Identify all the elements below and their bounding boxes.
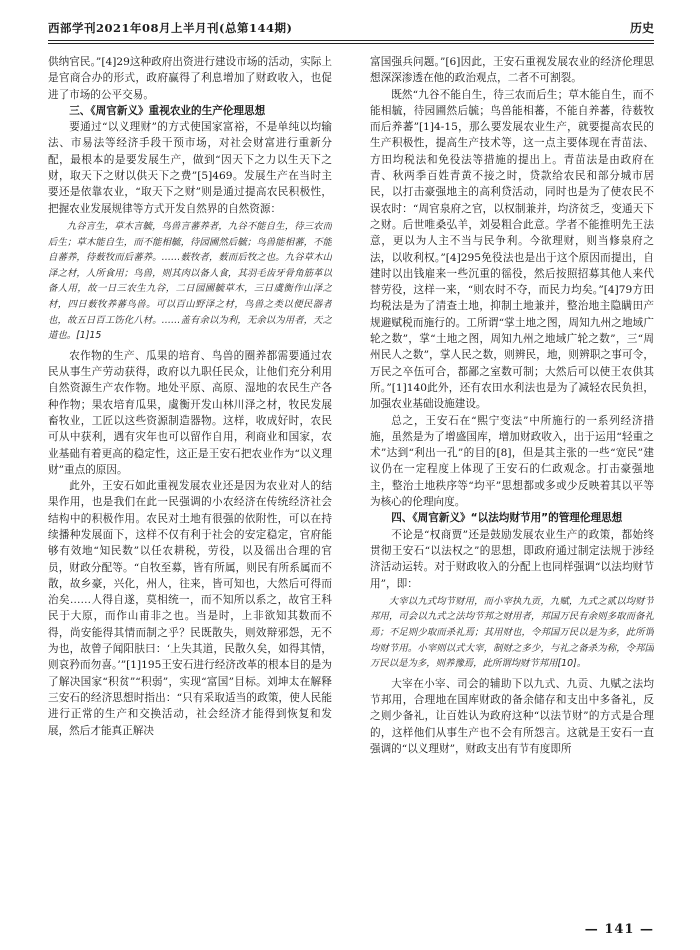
block-quote: 九谷言生，草木言毓，鸟兽言蕃养者，九谷不能自生，待三农而后生；草木能自生，而不能相毓，待园圃然后毓；鸟兽能相蕃，不能自蕃养，待薮牧而后蕃养。……薮牧者，薮而后牧之也。九谷草木山泽之材，人所食用；鸟兽，则其肉以备人食，其羽毛齿牙骨角筋革以备人用，故一日三农生九谷，二日园圃毓草木，三日虞衡作山泽之材，四日薮牧养蕃鸟兽。可以百山野泽之材，鸟兽之类以便民器者也，故五日百工饬化八材。……盖有余以为利，无余以为用者，天之道也。[1]15 bbox=[48, 220, 332, 342]
header-rule bbox=[48, 40, 654, 41]
block-quote: 大宰以九式均节财用，而小宰执九贡，九赋，九式之贰以均财节邦用，司会以九式之法均节邦之财用者，邦国万民有余则多取而备礼焉；不足则少取而杀礼焉；其用财也，令邦国万民以是为多，此所谓均财节用。小宰则以式大宰，制财之多少，与礼之备杀为称，令邦国万民以是为多，则养豫焉，此所谓均财节邦用[10]。 bbox=[370, 595, 654, 670]
running-header bbox=[48, 14, 654, 38]
body-paragraph: 既然“九谷不能自生，待三农而后生；草木能自生，而不能相毓，待园圃然后毓；鸟兽能相蕃，不能自养蕃，待薮牧而后养蕃”[1]4-15，那么要发展农业生产，就要提高农民的生产积极性，提高生产技术等，这一点主要体现在青苗法、方田均税法和免役法等措施的提出上。青苗法是由政府在青、秋两季百姓青黄不接之时，贷款给农民和部分城市居民，以打击豪强地主的高利贷活动，同时也是为了使农民不误农时：“周官泉府之官，以权制兼并，均济贫乏，变通天下之财。后世唯桑弘羊，刘晏粗合此意。学者不能推明先王法意，更以为人主不当与民争利。今欲理财，则当修泉府之法，以收利权。”[4]295免役法也是出于这个原因而提出，自建时以出钱雇来一些沉重的徭役，然后按照招募其他人来代替劳役，这样一来，“则农时不夺，而民力均矣。”[4]79方田均税法是为了清查土地，抑制土地兼并，整治地主隐瞒田产规避赋税而施行的。工所谓“掌土地之图，周知九州之地域广轮之数”，掌“土地之图，周知九州之地域广轮之数”，三“周州民人之数”，掌人民之数，则辨民，地，则辨职之事可令，万民之卒伍可合，都鄙之室数可制；大然后可以使王农供其所。”[1]140此外，还有农田水利法也是为了减轻农民负担，加强农业基础设施建设。 bbox=[370, 88, 654, 411]
page-number: — 141 — bbox=[584, 922, 654, 937]
body-paragraph: 要通过“以义理财”的方式使国家富裕，不是单纯以均输法、市易法等经济手段干预市场，对社会财富进行重新分配，最根本的是要发展生产，做到“因天下之力以生天下之财，取天下之财以供天下之费”[5]469。发展生产在当时主要还是依靠农业，“取天下之财”则是通过提高农民积极性，把握农业发展规律等方式开发自然界的自然资源： bbox=[48, 121, 332, 215]
body-paragraph: 农作物的生产、瓜果的培育、鸟兽的圈养都需要通过农民从事生产劳动获得，政府以九职任民众，让他们充分利用自然资源生产农作物。地处平原、高原、湿地的农民生产各种作物；果农培育瓜果，虞衡开发山林川泽之材，牧民发展畜牧业，工匠以这些资源制造器物。这样，收成好时，农民可从中获利，遇有灾年也可以留作自用，利商业和国家，农业基础有着更高的稳定性，这正是王安石把农业作为“以义理财”重点的原因。 bbox=[48, 349, 332, 476]
body-paragraph: 大宰在小宰、司会的辅助下以九式、九贡、九赋之法均节邦用，合理地在国库财政的备余储存和支出中多备礼，反之则少备礼，让百姓认为政府这种“以法节财”的方式是合理的，这样他们从事生产也不会有所怨言。这就是王安石一直强调的“以义理财”，财政支出有节有度即所 bbox=[370, 677, 654, 755]
journal-title: 西部学刊2021年08月上半月刊(总第144期) bbox=[48, 21, 293, 35]
section-heading: 四、《周官新义》“以法均财节用”的管理伦理思想 bbox=[391, 512, 623, 525]
continued-paragraph: 供纳官民。”[4]29这种政府出资进行建设市场的活动，实际上是官商合办的形式，政府赢得了利息增加了财政收入，也促进了市场的公平交易。 bbox=[48, 56, 332, 101]
left-column bbox=[48, 54, 332, 912]
header-rule-thin bbox=[48, 43, 654, 44]
body-paragraph: 不论是“权商贾”还是鼓励发展农业生产的政策，都始终贯彻王安石“以法权之”的思想，即政府通过制定法规于涉经济活动运转。对于财政收入的分配上也同样强调“以法均财节用”，即： bbox=[370, 528, 654, 590]
body-paragraph: 此外，王安石如此重视发展农业还是因为农业对人的结果作用，也是我们在此一民强调的小农经济在传统经济社会结构中的积极作用。农民对土地有很强的依附性，可以在持续播种发展面下，这样不仅有利于社会的安定稳定，官府能够有效地“知民数”以任农耕税，劳役，以及徭出合理的官员，财政分配等。“自牧至募，皆有所属，则民有所系属而不散，故乡豪，兴化，州人，往来，皆可知也，大然后可得而治矣……人得自遂，莫相统一，而不知所以系之，故官王科民于大原，而作山甫非之也。当是时，上非欲知其数而不得，尚安能得其情而制之乎？民既散失，则效辩邪怨，无不为也，故曾子闻阳肤曰：‘上失其道，民散久矣，如得其情，则哀矜而勿喜。’”[1]195王安石进行经济改革的根本目的是为了解决国家“积贫”“积弱”，实现“富国”目标。刘坤太在解释三安石的经济思想时指出：“只有采取适当的政策，使人民能进行正常的生产和交换活动，社会经济才能得到恢复和发展，然后才能真正解决 bbox=[48, 480, 332, 737]
body-paragraph: 总之，王安石在“熙宁变法”中所施行的一系列经济措施，虽然是为了增盛国库，增加财政收入，出于运用“轻重之术”达到“利出一孔”的目的[8]，但是其主张的一些“宽民”建议仍在一定程度上体现了王安石的仁政观念。打击豪强地主，整治土地秩序等“均平”思想都或多或少反映着其以平等为核心的伦理向度。 bbox=[370, 414, 654, 509]
right-column bbox=[370, 54, 654, 912]
section-label: 历史 bbox=[629, 21, 654, 35]
continued-paragraph: 富国强兵问题。”[6]因此，王安石重视发展农业的经济伦理思想深深渗透在他的政治观点，二者不可割裂。 bbox=[370, 56, 654, 85]
section-heading: 三、《周官新义》重视农业的生产伦理思想 bbox=[69, 104, 266, 117]
